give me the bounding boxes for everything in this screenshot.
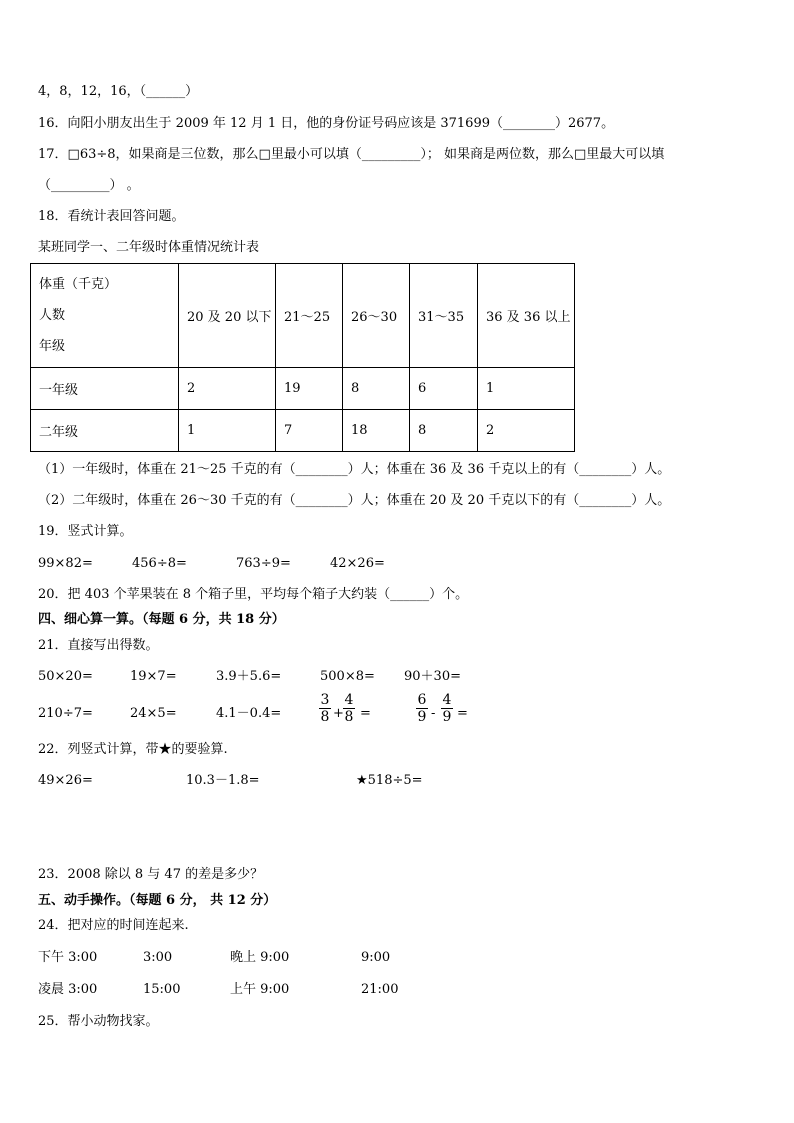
table-row <box>31 410 575 452</box>
table-cell: 18 <box>343 410 410 452</box>
weight-stat-table <box>30 263 575 452</box>
table-cell: 1 <box>478 368 575 410</box>
table-col-header: 21～25 <box>276 264 343 368</box>
q21-item: 500×8= <box>320 669 375 684</box>
table-row <box>31 368 575 410</box>
q21-item: 210÷7= <box>38 706 93 721</box>
operator: + <box>333 706 344 721</box>
q16-text: 16．向阳小朋友出生于 2009 年 12 月 1 日，他的身份证号码应该是 371699（________）2677。 <box>38 116 615 131</box>
table-cell: 19 <box>276 368 343 410</box>
table-cell: 2 <box>478 410 575 452</box>
q15-sequence: 4，8，12，16，（______） <box>38 84 199 99</box>
row-label: 一年级 <box>31 368 179 410</box>
q21-item: 24×5= <box>130 706 177 721</box>
q21-item: 19×7= <box>130 669 177 684</box>
q21-item: 3.9＋5.6= <box>216 669 282 684</box>
q25-text: 25．帮小动物找家。 <box>38 1014 159 1029</box>
q21-item: 90＋30= <box>404 669 461 684</box>
q18-part2: （2）二年级时，体重在 26～30 千克的有（________）人；体重在 20 及 20 千克以下的有（________）人。 <box>38 493 671 508</box>
table-cell: 6 <box>410 368 478 410</box>
q18-text: 18．看统计表回答问题。 <box>38 209 185 224</box>
equals-sign: = <box>457 706 468 721</box>
q21-item: 50×20= <box>38 669 93 684</box>
table-corner-header: 体重（千克） 人数 年级 <box>31 264 179 368</box>
q19-item: 456÷8= <box>132 556 187 571</box>
time-item: 上午 9:00 <box>230 982 290 997</box>
fraction: 6 9 <box>417 692 427 725</box>
fraction: 4 8 <box>344 692 354 725</box>
q22-item: 10.3－1.8= <box>186 773 260 788</box>
time-item: 晚上 9:00 <box>230 950 290 965</box>
q21-item: 4.1－0.4= <box>216 706 282 721</box>
table-title: 某班同学一、二年级时体重情况统计表 <box>38 240 260 255</box>
time-item: 9:00 <box>361 950 391 965</box>
q19-item: 763÷9= <box>236 556 291 571</box>
q24-text: 24．把对应的时间连起来. <box>38 918 189 933</box>
table-cell: 8 <box>343 368 410 410</box>
q19-item: 42×26= <box>330 556 385 571</box>
row-label: 二年级 <box>31 410 179 452</box>
table-col-header: 31～35 <box>410 264 478 368</box>
q22-text: 22．列竖式计算，带★的要验算. <box>38 742 228 757</box>
time-item: 3:00 <box>143 950 173 965</box>
table-col-header: 36 及 36 以上 <box>478 264 575 368</box>
time-item: 下午 3:00 <box>38 950 98 965</box>
time-item: 21:00 <box>361 982 399 997</box>
table-col-header: 26～30 <box>343 264 410 368</box>
q23-text: 23．2008 除以 8 与 47 的差是多少？ <box>38 867 264 882</box>
table-col-header: 20 及 20 以下 <box>179 264 276 368</box>
q17-text: 17．□63÷8，如果商是三位数，那么□里最小可以填（_________）； 如果商是两位数，那么□里最大可以填 <box>38 147 665 162</box>
fraction: 4 9 <box>442 692 452 725</box>
section-4-heading: 四、细心算一算。（每题 6 分，共 18 分） <box>38 612 285 627</box>
section-5-heading: 五、动手操作。（每题 6 分， 共 12 分） <box>38 893 277 908</box>
operator: - <box>431 706 436 721</box>
q22-item: 49×26= <box>38 773 93 788</box>
q18-part1: （1）一年级时，体重在 21～25 千克的有（________）人；体重在 36 及 36 千克以上的有（________）人。 <box>38 462 671 477</box>
fraction: 3 8 <box>320 692 330 725</box>
q19-item: 99×82= <box>38 556 93 571</box>
table-cell: 1 <box>179 410 276 452</box>
table-cell: 8 <box>410 410 478 452</box>
equals-sign: = <box>360 706 371 721</box>
q19-text: 19．竖式计算。 <box>38 524 133 539</box>
time-item: 凌晨 3:00 <box>38 982 98 997</box>
q17-text-cont: （_________） 。 <box>38 178 140 193</box>
time-item: 15:00 <box>143 982 181 997</box>
q20-text: 20．把 403 个苹果装在 8 个箱子里，平均每个箱子大约装（______）个。 <box>38 587 469 602</box>
table-cell: 2 <box>179 368 276 410</box>
table-cell: 7 <box>276 410 343 452</box>
q21-text: 21．直接写出得数。 <box>38 638 159 653</box>
q22-item: ★518÷5= <box>356 773 423 788</box>
